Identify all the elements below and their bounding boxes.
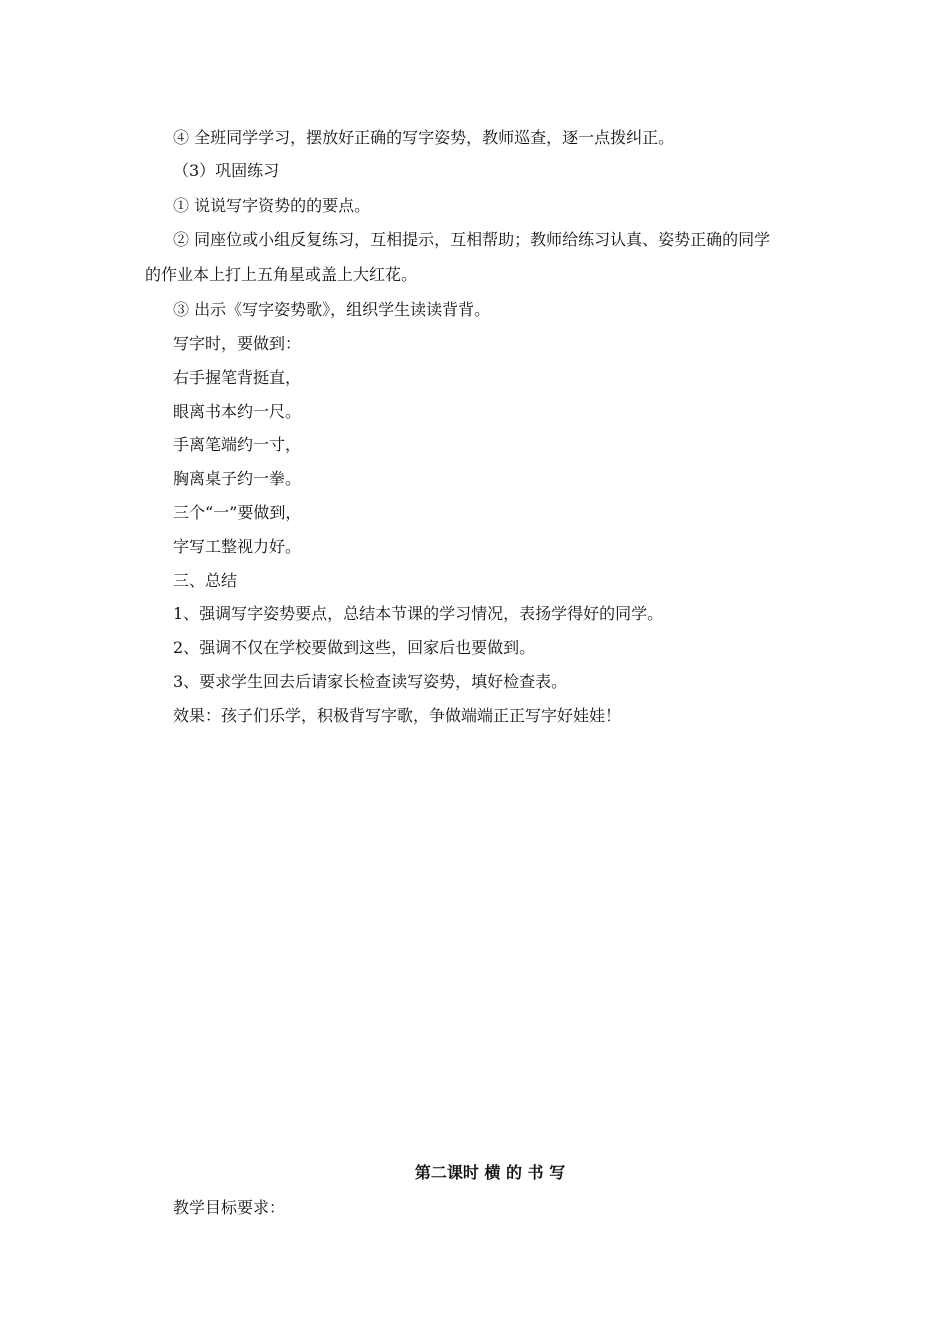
consolidation-item-3: ③ 出示《写字姿势歌》，组织学生读读背背。: [173, 300, 491, 319]
summary-heading: 三、总结: [173, 571, 238, 590]
step-4-line: ④ 全班同学学习，摆放好正确的写字姿势，教师巡查，逐一点拨纠正。: [173, 128, 675, 147]
song-line-2: 眼离书本约一尺。: [173, 402, 302, 421]
consolidation-item-2: ② 同座位或小组反复练习，互相提示，互相帮助；教师给练习认真、姿势正确的同学: [173, 230, 771, 249]
outcome-line: 效果：孩子们乐学，积极背写字歌，争做端端正正写字好娃娃！: [173, 706, 622, 725]
summary-item-3: 3、要求学生回去后请家长检查读写姿势，填好检查表。: [173, 672, 568, 691]
song-line-3: 手离笔端约一寸，: [173, 435, 302, 454]
summary-item-2: 2、强调不仅在学校要做到这些，回家后也要做到。: [173, 638, 536, 657]
summary-item-1: 1、强调写字姿势要点，总结本节课的学习情况，表扬学得好的同学。: [173, 604, 664, 623]
song-line-4: 胸离桌子约一拳。: [173, 469, 302, 488]
song-intro: 写字时，要做到：: [173, 334, 302, 353]
teaching-goals-heading: 教学目标要求：: [173, 1198, 286, 1217]
song-line-5: 三个“一”要做到，: [173, 503, 302, 522]
section-title: 第二课时 横 的 书 写: [414, 1163, 566, 1182]
consolidation-item-2-continued: 的作业本上打上五角星或盖上大红花。: [145, 265, 418, 284]
consolidation-item-1: ① 说说写字资势的的要点。: [173, 196, 371, 215]
song-line-6: 字写工整视力好。: [173, 537, 302, 556]
song-line-1: 右手握笔背挺直，: [173, 368, 302, 387]
consolidation-heading: （3）巩固练习: [173, 161, 280, 180]
